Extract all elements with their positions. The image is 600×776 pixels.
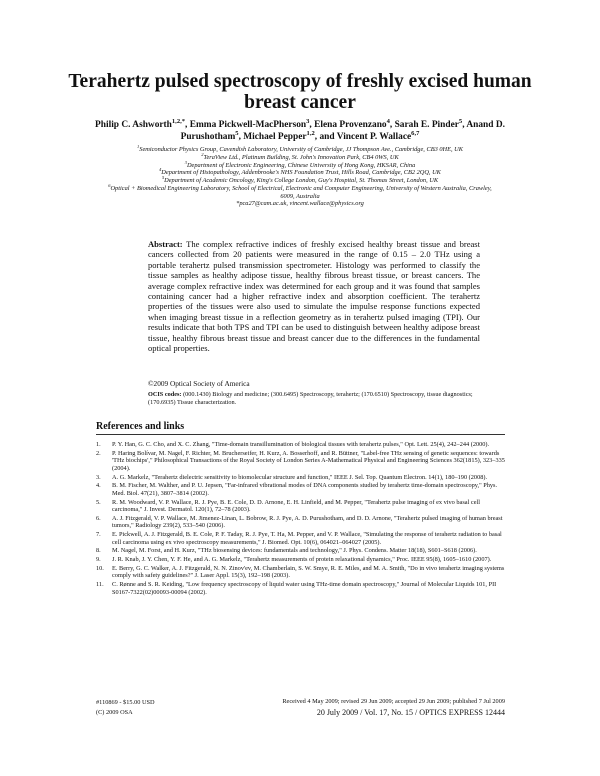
reference-item (96, 474, 505, 482)
reference-number: 5. (96, 498, 101, 506)
author-sup: 1,2 (306, 129, 315, 137)
reference-item (96, 499, 505, 514)
author-separator: , (389, 120, 395, 130)
references-divider (96, 434, 505, 435)
reference-item (96, 482, 505, 497)
affiliation-text: Optical + Biomedical Engineering Laboratory, School of Electrical, Electronic and Computer Engineering, University of Western Australia, Crawley, 6009, Australia (110, 184, 492, 200)
author-separator: , and (314, 131, 337, 142)
reference-text: E. Berry, G. C. Walker, A. J. Fitzgerald, N. N. Zinov'ev, M. Chamberlain, S. W. Smye, R. E. Miles, and M. A. Smith, "Do in vivo terahertz imaging systems comply with safety guidelines?" J. Laser Appl. 15(3), 192–198 (2003). (112, 564, 505, 580)
reference-number: 9. (96, 556, 101, 564)
author-name: Michael Pepper (243, 131, 307, 142)
footer-osa: (C) 2009 OSA (96, 709, 133, 716)
affiliation-text: TeraView Ltd., Platinum Building, St. John's Innovation Park, CB4 0WS, UK (203, 153, 399, 161)
reference-number: 3. (96, 473, 101, 481)
reference-text: A. J. Fitzgerald, V. P. Wallace, M. Jimenez-Linan, L. Bobrow, R. J. Pye, A. D. Purushotham, and D. D. Arnone, "Terahertz pulsed imaging of human breast tumors," Radiology 239(2), 533–540 (2006). (112, 514, 503, 530)
author-sup: 1,2,* (171, 117, 186, 125)
author-sup: 3 (306, 117, 310, 125)
affiliation-text: Department of Electronic Engineering, Chinese University of Hong Kong, HKSAR, China (186, 161, 416, 169)
reference-item (96, 441, 505, 449)
reference-number: 8. (96, 547, 101, 555)
reference-text: P. Y. Han, G. C. Cho, and X. C. Zhang, "Time-domain transillumination of biological tissues with terahertz pulses," Opt. Lett. 25(4), 242–244 (2000). (112, 441, 490, 448)
copyright-line: ©2009 Optical Society of America (148, 379, 250, 388)
author-separator: , (309, 120, 315, 130)
author-sup: 5 (458, 117, 463, 125)
reference-text: E. Pickwell, A. J. Fitzgerald, B. E. Cole, P. F. Taday, R. J. Pye, T. Ha, M. Pepper, and V. P. Wallace, "Simulating the response of terahertz radiation to basal cell carcinoma using ex vivo spectroscopy measurements," J. Biomed. Opt. 10(6), 064021–064027 (2005). (112, 531, 502, 546)
reference-item (96, 565, 505, 580)
author-name: Elena Provenzano (314, 120, 387, 130)
reference-number: 10. (96, 564, 104, 572)
reference-text: P. Haring Bolívar, M. Nagel, F. Richter, M. Brucherseifer, H. Kurz, A. Bosserhoff, and R. Büttner, "Label-free THz sensing of genetic sequences: towards 'THz biochips'," Philosophical Transactions of the Royal Society of London Series A-Mathematical Physical and Engineering Sciences 362(1815), 323–335 (2004). (112, 449, 505, 472)
reference-list (96, 441, 505, 597)
affiliation-list (108, 143, 492, 208)
author-name: Emma Pickwell-MacPherson (189, 120, 307, 130)
ocis-label: OCIS codes: (148, 391, 182, 398)
affiliation (108, 174, 492, 185)
footer-left (96, 698, 155, 718)
abstract (148, 239, 480, 353)
author-separator: , (185, 120, 190, 130)
reference-item (96, 556, 505, 564)
reference-number: 11. (96, 581, 104, 589)
reference-text: R. M. Woodward, V. P. Wallace, R. J. Pye, B. E. Cole, D. D. Arnone, E. H. Linfield, and M. Pepper, "Terahertz pulse imaging of ex vivo basal cell carcinoma," J. Invest. Dermatol. 120(1), 72–78 (2003). (112, 498, 481, 514)
reference-item (96, 547, 505, 555)
affiliation (108, 182, 492, 201)
reference-text: M. Nagel, M. Forst, and H. Kurz, "THz biosensing devices: fundamentals and technology," J. Phys. Condens. Matter 18(18), S601–S618 (2006). (112, 547, 477, 555)
affiliation (108, 169, 492, 177)
affiliation-sup: 6 (108, 182, 111, 188)
author-name: Vincent P. Wallace (336, 131, 412, 142)
contact-emails: *pca27@cam.ac.uk, vincent.wallace@physics.org (236, 200, 364, 208)
paper-title: Terahertz pulsed spectroscopy of freshly excised human breast cancer (68, 71, 532, 113)
author-sup: 4 (386, 117, 390, 125)
reference-item (96, 581, 505, 596)
author-sup: 5 (235, 129, 239, 137)
reference-text: A. G. Markelz, "Terahertz dielectric sensitivity to biomolecular structure and function," IEEE J. Sel. Top. Quantum Electron. 14(1), 180–190 (2008). (112, 473, 488, 481)
reference-number: 6. (96, 514, 101, 522)
ocis-codes (148, 391, 480, 407)
author-name: Philip C. Ashworth (95, 120, 172, 130)
affiliation-sup: 2 (201, 151, 204, 157)
footer-doc-id: #110869 - $15.00 USD (96, 699, 155, 706)
reference-text: B. M. Fischer, M. Walther, and P. U. Jepsen, "Far-infrared vibrational modes of DNA components studied by terahertz time-domain spectroscopy," Phys. Med. Biol. 47(21), 3807–3814 (2002). (112, 482, 498, 497)
author-sup: 6,7 (411, 129, 420, 137)
reference-number: 4. (96, 482, 101, 490)
author-separator: , (462, 120, 467, 130)
affiliation-text: Semiconductor Physics Group, Cavendish Laboratory, University of Cambridge, JJ Thompson Ave., Cambridge, CB3 0HE, UK (139, 146, 463, 153)
author-separator: , (238, 131, 244, 142)
abstract-label: Abstract: (148, 239, 183, 249)
affiliation-sup: 3 (184, 159, 187, 165)
affiliation-sup: 4 (159, 167, 162, 173)
reference-item (96, 450, 505, 473)
footer-journal: 20 July 2009 / Vol. 17, No. 15 / OPTICS EXPRESS 12444 (316, 708, 505, 717)
reference-number: 7. (96, 531, 101, 539)
affiliation (108, 143, 492, 154)
author-list (90, 117, 510, 143)
reference-number: 1. (96, 441, 101, 448)
ocis-text: (000.1430) Biology and medicine; (300.6495) Spectroscopy, terahertz; (170.6510) Spectroscopy, tissue diagnostics; (170.6935) Tissue characterization. (148, 391, 473, 406)
author-name: Sarah E. Pinder (394, 120, 459, 130)
reference-number: 2. (96, 449, 101, 457)
affiliation-sup: 1 (137, 143, 140, 149)
author-name: Anand D. Purushotham (180, 120, 505, 142)
affiliation-sup: 5 (161, 174, 165, 180)
affiliation-text: Department of Histopathology, Addenbrooke's NHS Foundation Trust, Hills Road, Cambridge, CB2 2QQ, UK (161, 169, 441, 177)
reference-text: J. R. Knab, J. Y. Chen, Y. F. He, and A. G. Markelz, "Terahertz measurements of protein relaxational dynamics," Proc. IEEE 95(8), 1605–1610 (2007). (112, 556, 492, 564)
reference-item (96, 515, 505, 530)
affiliation-text: Department of Academic Oncology, King's College London, Guy's Hospital, St. Thomas Street, London, UK (164, 177, 439, 184)
abstract-text: The complex refractive indices of freshly excised healthy breast tissue and breast cancers collected from 20 patients were measured in the range of 0.15 – 2.0 THz using a portable terahertz pulsed transmission spectrometer. Histology was performed to classify the tissue samples as healthy adipose tissue, healthy fibrous breast tissue, or breast cancers. The average complex refractive index was determined for each group and it was found that samples containing cancer had a higher refractive index and absorption coefficient. The terahertz properties of the tissues were also used to simulate the impulse response functions expected when imaging breast tissue in a reflection geometry as in terahertz pulsed imaging (TPI). Our results indicate that both TPS and TPI can be used to distinguish between healthy adipose breast tissue, healthy fibrous breast tissue and breast cancer due to the differences in the fundamental optical properties. (148, 239, 480, 354)
references-heading: References and links (96, 421, 185, 432)
footer-received: Received 4 May 2009; revised 29 Jun 2009; accepted 29 Jun 2009; published 7 Jul 2009 (282, 698, 505, 705)
reference-item (96, 531, 505, 546)
reference-text: C. Rønne and S. R. Keiding, "Low frequency spectroscopy of liquid water using THz-time domain spectroscopy," Journal of Molecular Liquids 101, PII S0167-7322(02)00093-00094 (2002). (112, 581, 497, 596)
